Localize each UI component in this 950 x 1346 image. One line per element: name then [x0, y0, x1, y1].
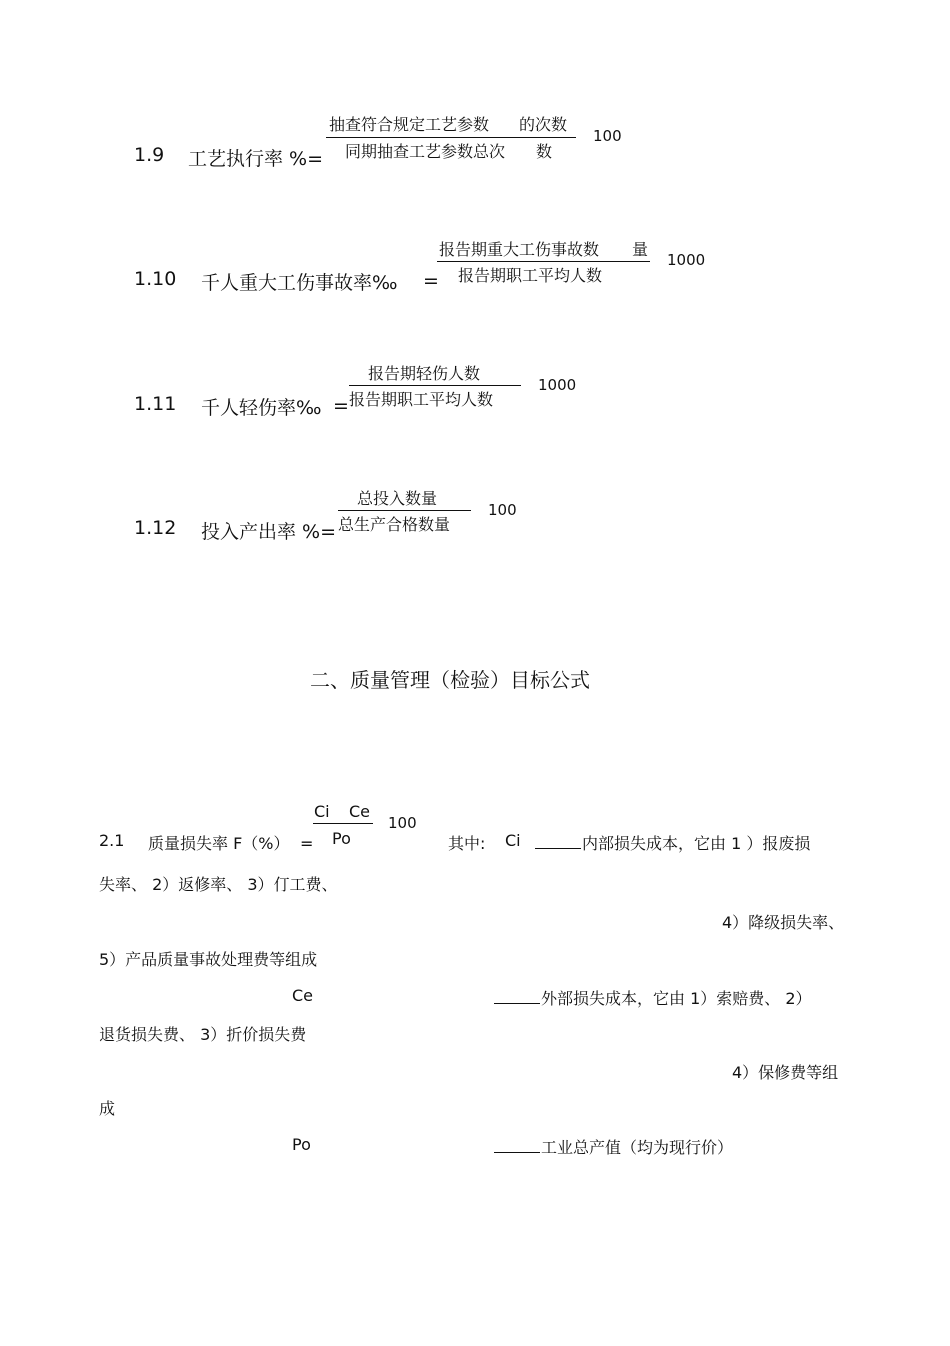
ce-symbol: Ce: [292, 986, 314, 1005]
blank-line: [494, 1139, 540, 1153]
formula-1-11-numerator: 报告期轻伤人数: [368, 364, 481, 383]
formula-1-11-factor: 1000: [538, 376, 577, 394]
ce-line-4: 成: [99, 1099, 116, 1118]
formula-1-12-number: 1.12: [134, 517, 177, 539]
formula-1-11-number: 1.11: [134, 393, 177, 415]
ci-description: [535, 831, 810, 854]
formula-1-12-denominator: 总生产合格数量: [338, 515, 451, 534]
formula-1-11-denominator: 报告期职工平均人数: [349, 390, 494, 409]
formula-2-1-numerator-ce: Ce: [349, 802, 371, 821]
formula-1-10-factor: 1000: [667, 251, 706, 269]
po-symbol: Po: [292, 1135, 311, 1154]
formula-1-11-equals: =: [333, 395, 349, 417]
formula-1-10-equals: =: [423, 270, 439, 292]
formula-1-10-numerator-a: 报告期重大工伤事故数: [439, 240, 600, 259]
formula-1-10-label: 千人重大工伤事故率‰: [201, 272, 398, 294]
formula-1-11-label: 千人轻伤率‰: [201, 397, 322, 419]
formula-1-12-numerator: 总投入数量: [357, 489, 438, 508]
fraction-bar: [349, 385, 521, 386]
fraction-bar: [313, 823, 373, 824]
ce-line-2: 退货损失费、 3）折价损失费: [99, 1025, 307, 1044]
blank-line: [535, 835, 581, 849]
formula-1-9-denominator-a: 同期抽查工艺参数总次: [345, 142, 506, 161]
fraction-bar: [326, 137, 576, 138]
formula-1-10-denominator: 报告期职工平均人数: [458, 266, 603, 285]
formula-2-1-label: 质量损失率 F（%）: [148, 834, 290, 853]
blank-line: [494, 990, 540, 1004]
formula-1-10-numerator-b: 量: [632, 240, 649, 259]
formula-1-9-label: 工艺执行率 %=: [188, 148, 324, 170]
formula-2-1-denominator: Po: [332, 829, 351, 848]
formula-1-9-numerator-b: 的次数: [519, 115, 568, 134]
formula-2-1-factor: 100: [388, 814, 417, 832]
ce-line-3: 4）保修费等组: [732, 1063, 839, 1082]
formula-2-1-equals: =: [300, 834, 314, 853]
formula-2-1-numerator-ci: Ci: [314, 802, 330, 821]
section-title: 二、质量管理（检验）目标公式: [310, 668, 590, 692]
formula-2-1-number: 2.1: [99, 831, 125, 850]
ci-line-3: 4）降级损失率、: [722, 913, 845, 932]
formula-1-10-number: 1.10: [134, 268, 177, 290]
formula-1-9-number: 1.9: [134, 144, 165, 166]
fraction-bar: [338, 510, 471, 511]
ci-symbol: Ci: [505, 831, 521, 850]
formula-1-12-factor: 100: [488, 501, 517, 519]
where-label: 其中:: [448, 834, 486, 853]
ce-description-text: 外部损失成本，它由 1）索赔费、 2）: [541, 989, 812, 1008]
ci-line-4: 5）产品质量事故处理费等组成: [99, 950, 318, 969]
ci-line-2: 失率、 2）返修率、 3）仃工费、: [99, 875, 338, 894]
po-description: [494, 1135, 733, 1158]
po-description-text: 工业总产值（均为现行价）: [541, 1138, 734, 1157]
fraction-bar: [437, 261, 650, 262]
ci-description-text: 内部损失成本，它由 1 ）报废损: [582, 834, 811, 853]
formula-1-12-label: 投入产出率 %=: [201, 521, 337, 543]
formula-1-9-factor: 100: [593, 127, 622, 145]
formula-1-9-denominator-b: 数: [536, 142, 553, 161]
formula-1-9-numerator-a: 抽查符合规定工艺参数: [329, 115, 490, 134]
ce-description: [494, 986, 812, 1009]
